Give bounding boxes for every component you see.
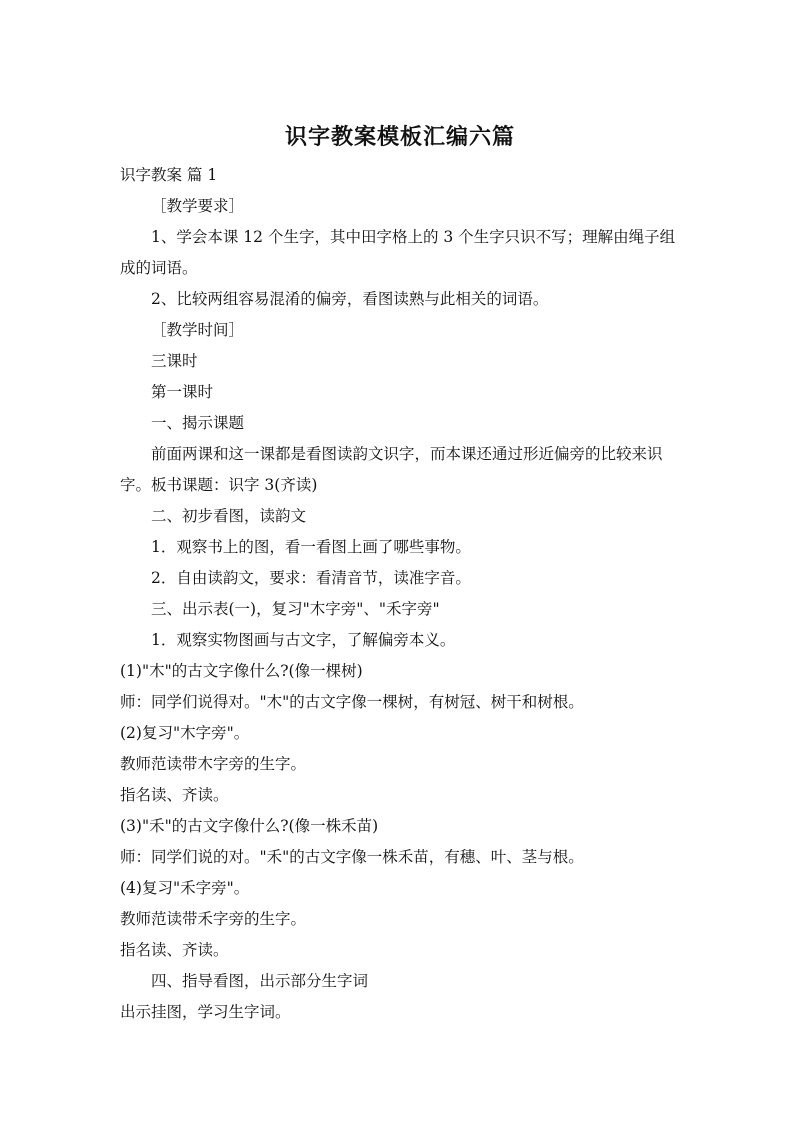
paragraph: 1．观察书上的图，看一看图上画了哪些事物。 xyxy=(151,538,471,556)
paragraph: 师：同学们说的对。"禾"的古文字像一株禾苗，有穗、叶、茎与根。 xyxy=(120,848,584,866)
paragraph: 一、揭示课题 xyxy=(151,414,245,432)
paragraph: 1．观察实物图画与古文字，了解偏旁本义。 xyxy=(151,631,456,649)
paragraph: 二、初步看图，读韵文 xyxy=(151,507,307,525)
paragraph: 教师范读带禾字旁的生字。 xyxy=(120,910,307,928)
paragraph: 出示挂图，学习生字词。 xyxy=(120,1003,291,1021)
paragraph: 三、出示表(一)，复习"木字旁"、"禾字旁" xyxy=(151,600,440,618)
document-title: 识字教案模板汇编六篇 xyxy=(284,125,515,150)
paragraph: 四、指导看图，出示部分生字词 xyxy=(151,972,369,990)
paragraph: (4)复习"禾字旁"。 xyxy=(120,879,250,897)
paragraph: ［教学时间］ xyxy=(151,321,245,339)
paragraph: 1、学会本课 12 个生字，其中田字格上的 3 个生字只识不写；理解由绳子组成的词语。 xyxy=(120,228,676,277)
paragraph: (2)复习"木字旁"。 xyxy=(120,724,250,742)
paragraph: 指名读、齐读。 xyxy=(120,786,229,804)
section-heading: 识字教案 篇 1 xyxy=(120,166,218,184)
paragraph: (1)"木"的古文字像什么?(像一棵树) xyxy=(120,662,363,680)
document-body xyxy=(120,160,685,1028)
paragraph: 2．自由读韵文，要求：看清音节，读准字音。 xyxy=(151,569,471,587)
paragraph: 前面两课和这一课都是看图读韵文识字，而本课还通过形近偏旁的比较来识字。板书课题：识字 3(齐读) xyxy=(120,445,663,494)
paragraph: ［教学要求］ xyxy=(151,197,245,215)
paragraph: 师：同学们说得对。"木"的古文字像一棵树，有树冠、树干和树根。 xyxy=(120,693,584,711)
paragraph: 教师范读带木字旁的生字。 xyxy=(120,755,307,773)
paragraph: 2、比较两组容易混淆的偏旁，看图读熟与此相关的词语。 xyxy=(151,290,549,308)
paragraph: (3)"禾"的古文字像什么?(像一株禾苗) xyxy=(120,817,379,835)
paragraph: 三课时 xyxy=(151,352,198,370)
paragraph: 第一课时 xyxy=(151,383,214,401)
paragraph: 指名读、齐读。 xyxy=(120,941,229,959)
